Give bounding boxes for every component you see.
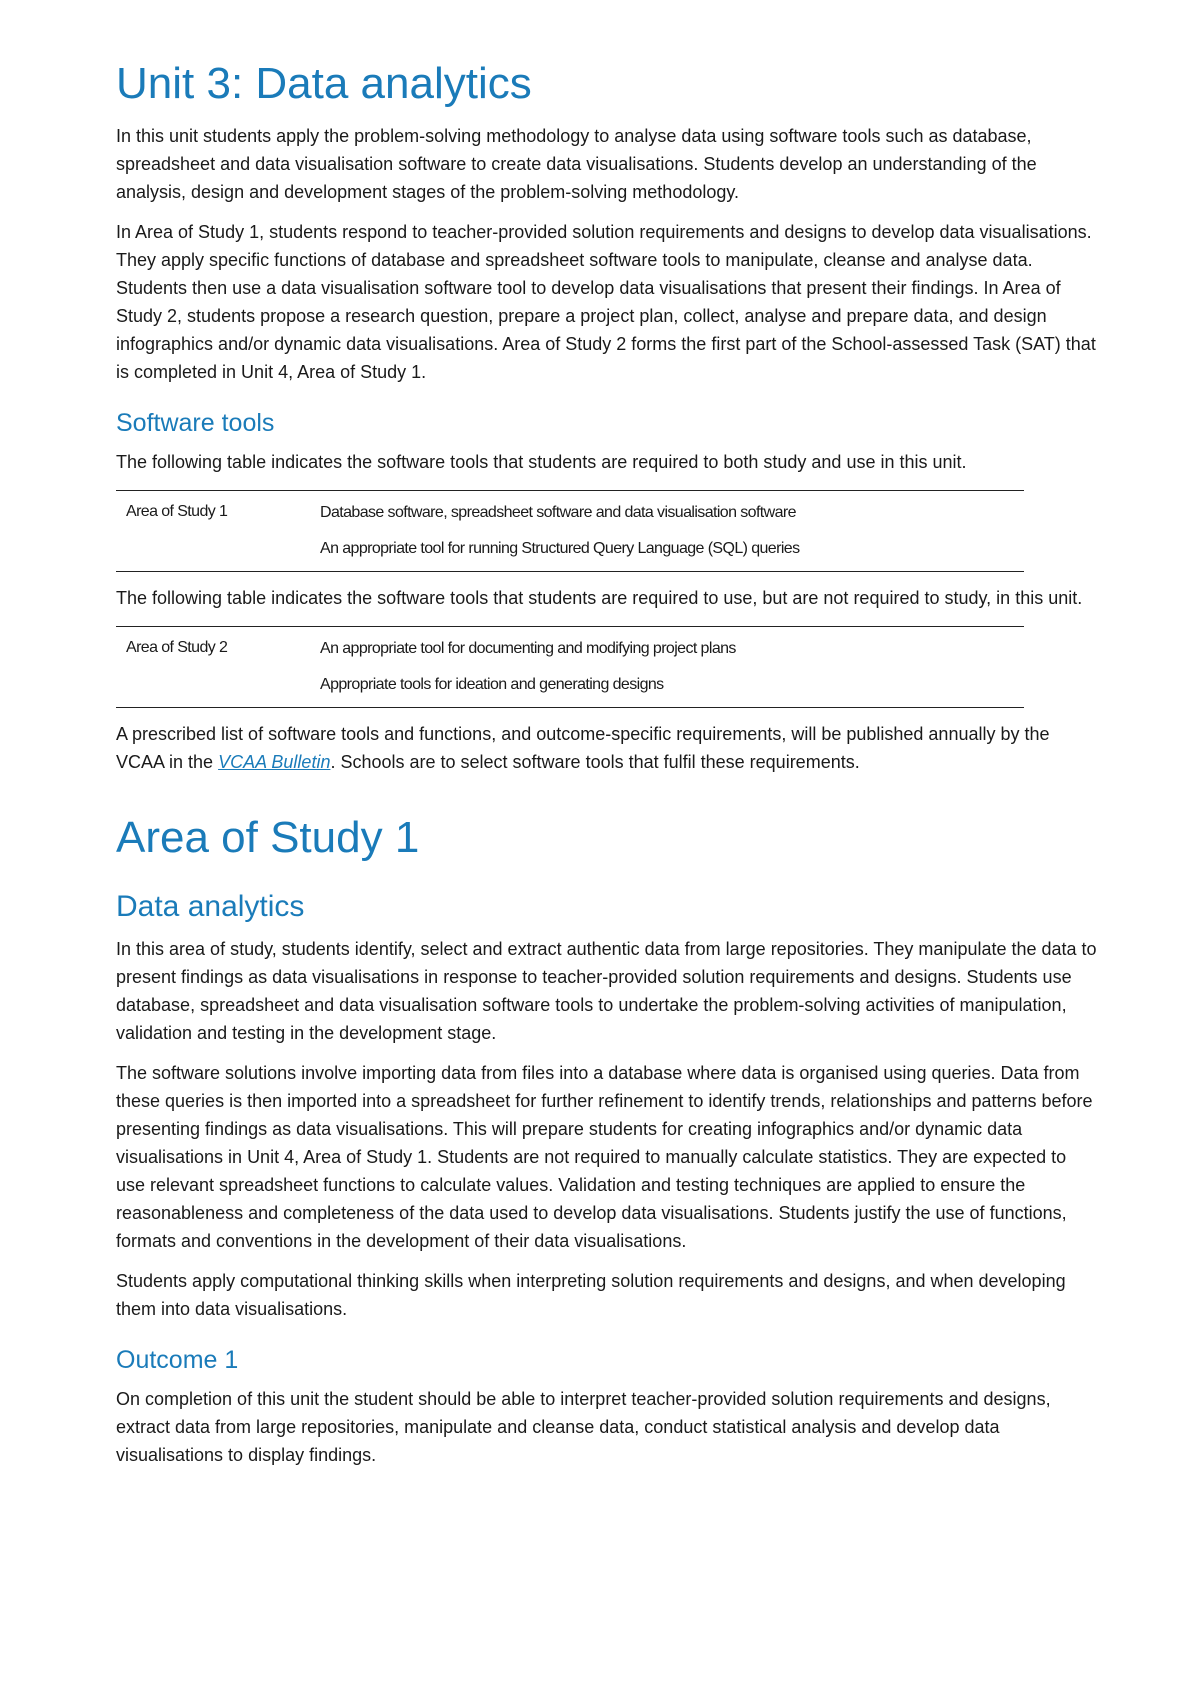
table1-item: Database software, spreadsheet software and data visualisation software	[320, 504, 796, 522]
area-of-study-title: Area of Study 1	[116, 813, 420, 863]
table1-item: An appropriate tool for running Structured Query Language (SQL) queries	[320, 540, 800, 558]
software-tools-heading: Software tools	[116, 409, 275, 438]
table2-item: An appropriate tool for documenting and modifying project plans	[320, 640, 736, 658]
software-closing-paragraph	[116, 720, 1100, 776]
table1-intro: The following table indicates the software tools that students are required to both study and use in this unit.	[116, 452, 967, 473]
table2-area-label: Area of Study 2	[126, 639, 228, 657]
aos-paragraph-2: The software solutions involve importing data from files into a database where data is organised using queries. Data from these queries is then imported into a spreadsheet for further refinement to identify trends, relationships and patterns before presenting findings as data visualisations. This will prepare students for creating infographics and/or dynamic data visualisations in Unit 4, Area of Study 1. Students are not required to manually calculate statistics. They are expected to use relevant spreadsheet functions to calculate values. Validation and testing techniques are applied to ensure the reasonableness and completeness of the data used to develop data visualisations. Students justify the use of functions, formats and conventions in the development of their data visualisations.	[116, 1062, 1093, 1251]
table2-items	[320, 639, 736, 701]
aos-paragraph-3: Students apply computational thinking skills when interpreting solution requirements and designs, and when developing them into data visualisations.	[116, 1270, 1066, 1319]
aos-paragraph-1: In this area of study, students identify, select and extract authentic data from large repositories. They manipulate the data to present findings as data visualisations in response to teacher-provided solution requirements and designs. Students use database, spreadsheet and data visualisation software tools to undertake the problem-solving activities of manipulation, validation and testing in the development stage.	[116, 938, 1097, 1043]
outcome-heading: Outcome 1	[116, 1345, 239, 1374]
closing-text-after: . Schools are to select software tools that fulfil these requirements.	[330, 752, 860, 773]
table1-area-label: Area of Study 1	[126, 503, 228, 521]
software-table-study-and-use	[116, 490, 1024, 572]
area-of-study-subtitle: Data analytics	[116, 889, 305, 923]
outcome-text: On completion of this unit the student should be able to interpret teacher-provided solution requirements and designs, extract data from large repositories, manipulate and cleanse data, conduct statistical analysis and develop data visualisations to display findings.	[116, 1388, 1051, 1465]
intro-paragraph-2: In Area of Study 1, students respond to teacher-provided solution requirements and designs to develop data visualisations. They apply specific functions of database and spreadsheet software tools to manipulate, cleanse and analyse data. Students then use a data visualisation software tool to develop data visualisations that present their findings. In Area of Study 2, students propose a research question, prepare a project plan, collect, analyse and prepare data, and design infographics and/or dynamic data visualisations. Area of Study 2 forms the first part of the School-assessed Task (SAT) that is completed in Unit 4, Area of Study 1.	[116, 222, 1096, 383]
unit-title: Unit 3: Data analytics	[116, 59, 532, 108]
software-table-use-only	[116, 626, 1024, 708]
table1-items	[320, 503, 800, 565]
table2-intro: The following table indicates the software tools that students are required to use, but are not required to study, in this unit.	[116, 588, 1083, 609]
table2-item: Appropriate tools for ideation and generating designs	[320, 676, 664, 694]
intro-paragraph-1: In this unit students apply the problem-solving methodology to analyse data using software tools such as database, spreadsheet and data visualisation software to create data visualisations. Students develop an understanding of the analysis, design and development stages of the problem-solving methodology.	[116, 126, 1037, 203]
vcaa-bulletin-link[interactable]: VCAA Bulletin	[218, 752, 331, 773]
closing-text-before: A prescribed list of software tools and functions, and outcome-specific requirements, will be published annually by the VCAA in the	[116, 724, 1050, 773]
